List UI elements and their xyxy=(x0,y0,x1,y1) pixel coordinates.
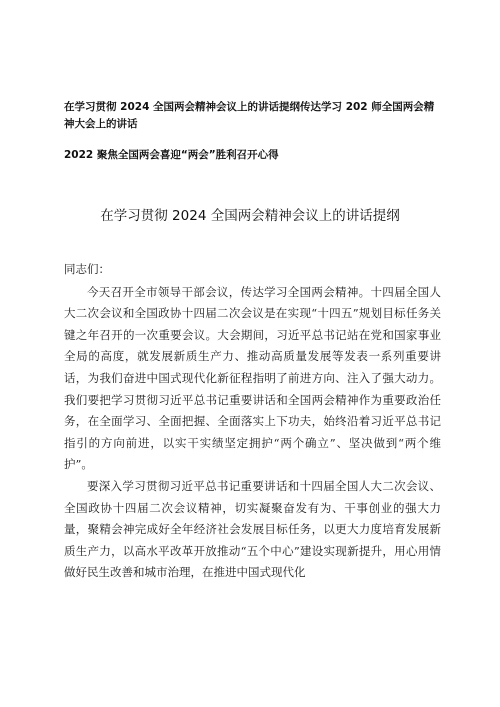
related-article-link[interactable]: 2022 聚焦全国两会喜迎“两会”胜利召开心得 xyxy=(64,149,279,161)
related-articles-list xyxy=(64,99,444,178)
document-body xyxy=(64,259,441,584)
paragraph: 要深入学习贯彻习近平总书记重要讲话和十四届全国人大二次会议、全国政协十四届二次会议精神，切实凝聚奋发有为、干事创业的强大力量，聚精会神完成好全年经济社会发展目标任务，以更大力度培育发展新质生产力，以高水平改革开放推动“五个中心”建设实现新提升，用心用情做好民生改善和城市治理，在推进中国式现代化 xyxy=(64,478,441,580)
paragraph: 今天召开全市领导干部会议，传达学习全国两会精神。十四届全国人大二次会议和全国政协十四届二次会议是在实现“十四五”规划目标任务关键之年召开的一次重要会议。大会期间，习近平总书记站在党和国家事业全局的高度，就发展新质生产力、推动高质量发展等发表一系列重要讲话，为我们奋进中国式现代化新征程指明了前进方向、注入了强大动力。我们要把学习贯彻习近平总书记重要讲话和全国两会精神作为重要政治任务，在全面学习、全面把握、全面落实上下功夫，始终沿着习近平总书记指引的方向前进，以实干实绩坚定拥护“两个确立”、坚决做到“两个维护”。 xyxy=(64,284,441,472)
related-article-link[interactable]: 在学习贯彻 2024 全国两会精神会议上的讲话提纲传达学习 202 师全国两会精神大会上的讲话 xyxy=(64,101,435,130)
document-title: 在学习贯彻 2024 全国两会精神会议上的讲话提纲 xyxy=(100,208,400,224)
salutation: 同志们： xyxy=(64,262,110,276)
